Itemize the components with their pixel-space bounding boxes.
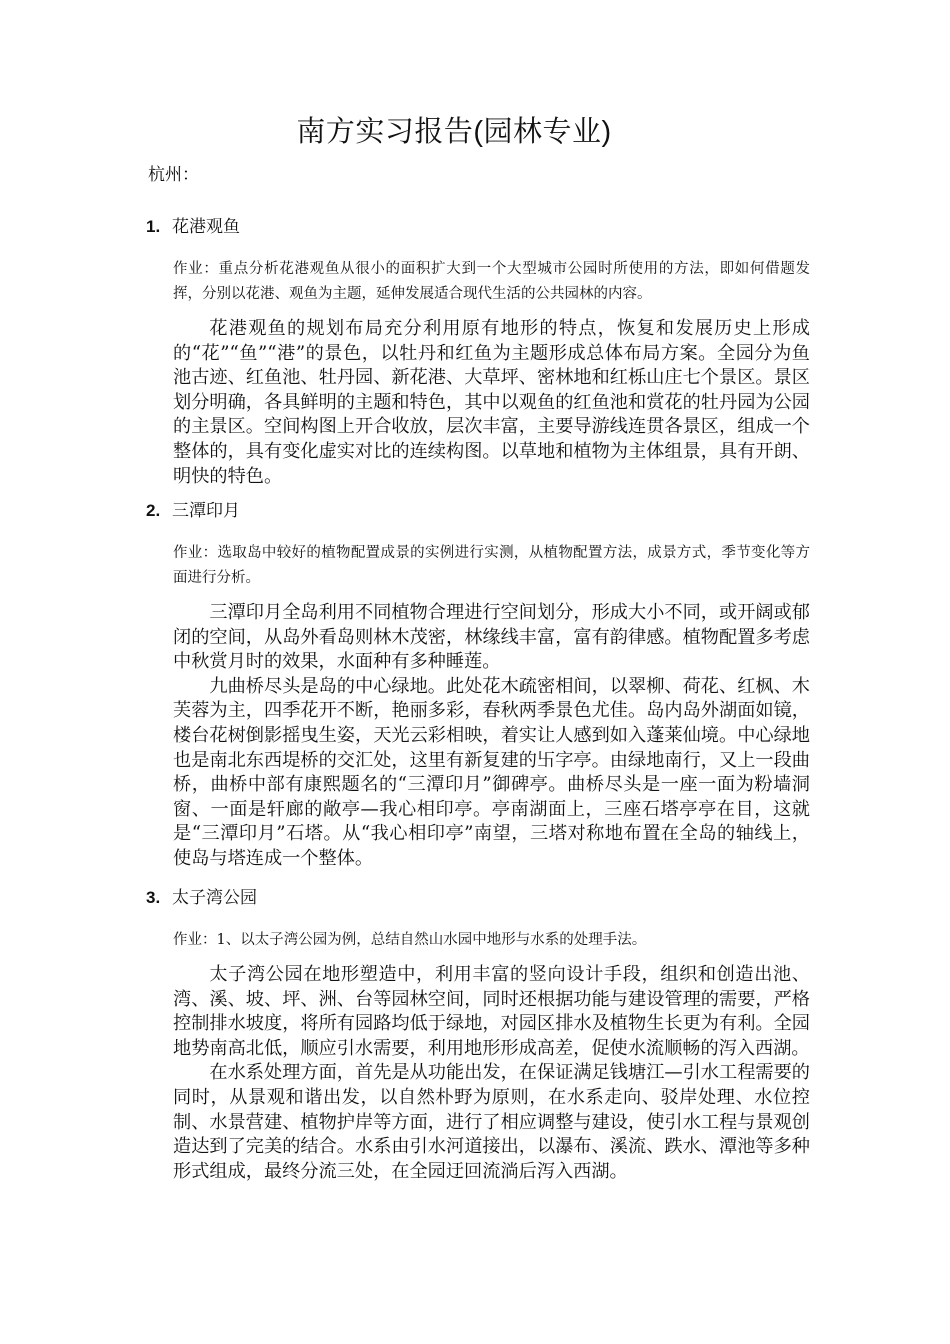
assignment-text: 作业：重点分析花港观鱼从很小的面积扩大到一个大型城市公园时所使用的方法，即如何借题发挥，分别以花港、观鱼为主题，延伸发展适合现代生活的公共园林的内容。 — [173, 261, 810, 302]
page-title: 南方实习报告(园林专业) — [296, 116, 612, 148]
body-paragraph: 在水系处理方面，首先是从功能出发，在保证满足钱塘江—引水工程需要的同时，从景观和谐出发，以自然朴野为原则，在水系走向、驳岸处理、水位控制、水景营建、植物护岸等方面，进行了相应调整与建设，使引水工程与景观创造达到了完美的结合。水系由引水河道接出，以瀑布、溪流、跌水、潭池等多种形式组成，最终分流三处，在全园迂回流淌后泻入西湖。 — [173, 1062, 810, 1182]
section-number: 2. — [146, 501, 161, 520]
city-label: 杭州： — [148, 165, 199, 185]
body-paragraph: 九曲桥尽头是岛的中心绿地。此处花木疏密相间，以翠柳、荷花、红枫、木芙蓉为主，四季花开不断，艳丽多彩，春秋两季景色尤佳。岛内岛外湖面如镜，楼台花树倒影摇曳生姿，天光云彩相映，着实让人感到如入蓬莱仙境。中心绿地也是南北东西堤桥的交汇处，这里有新复建的卐字亭。由绿地南行，又上一段曲桥，曲桥中部有康熙题名的“三潭印月”御碑亭。曲桥尽头是一座一面为粉墙洞窗、一面是轩廊的敞亭—我心相印亭。亭南湖面上，三座石塔亭亭在目，这就是“三潭印月”石塔。从“我心相印亭”南望，三塔对称地布置在全岛的轴线上，使岛与塔连成一个整体。 — [173, 675, 810, 869]
body-paragraph: 花港观鱼的规划布局充分利用原有地形的特点，恢复和发展历史上形成的“花”“鱼”“港”的景色，以牡丹和红鱼为主题形成总体布局方案。全园分为鱼池古迹、红鱼池、牡丹园、新花港、大草坪、密林地和红栎山庄七个景区。景区划分明确，各具鲜明的主题和特色，其中以观鱼的红鱼池和赏花的牡丹园为公园的主景区。空间构图上开合收放，层次丰富，主要导游线连贯各景区，组成一个整体的，具有变化虚实对比的连续构图。以草地和植物为主体组景，具有开朗、明快的特色。 — [173, 318, 810, 487]
section-title: 三潭印月 — [172, 501, 240, 521]
section-number: 1. — [146, 217, 161, 236]
section-heading — [146, 885, 816, 911]
body-paragraph: 太子湾公园在地形塑造中，利用丰富的竖向设计手段，组织和创造出池、湾、溪、坡、坪、洲、台等园林空间，同时还根据功能与建设管理的需要，严格控制排水坡度，将所有园路均低于绿地，对园区排水及植物生长更为有利。全园地势南高北低，顺应引水需要，利用地形形成高差，促使水流顺畅的泻入西湖。 — [173, 964, 810, 1059]
section-heading — [146, 214, 816, 240]
assignment-text: 作业：1、以太子湾公园为例，总结自然山水园中地形与水系的处理手法。 — [173, 932, 647, 948]
body-paragraph: 三潭印月全岛利用不同植物合理进行空间划分，形成大小不同，或开阔或郁闭的空间，从岛外看岛则林木茂密，林缘线丰富，富有韵律感。植物配置多考虑中秋赏月时的效果，水面种有多种睡莲。 — [173, 602, 810, 673]
section-title: 太子湾公园 — [172, 888, 257, 908]
section-santan — [146, 498, 816, 872]
section-title: 花港观鱼 — [172, 217, 240, 237]
section-taiziwan — [146, 885, 816, 1184]
section-number: 3. — [146, 888, 161, 907]
section-huagang — [146, 214, 816, 489]
assignment-text: 作业：选取岛中较好的植物配置成景的实例进行实测，从植物配置方法，成景方式，季节变化等方面进行分析。 — [173, 545, 810, 586]
section-heading — [146, 498, 816, 524]
